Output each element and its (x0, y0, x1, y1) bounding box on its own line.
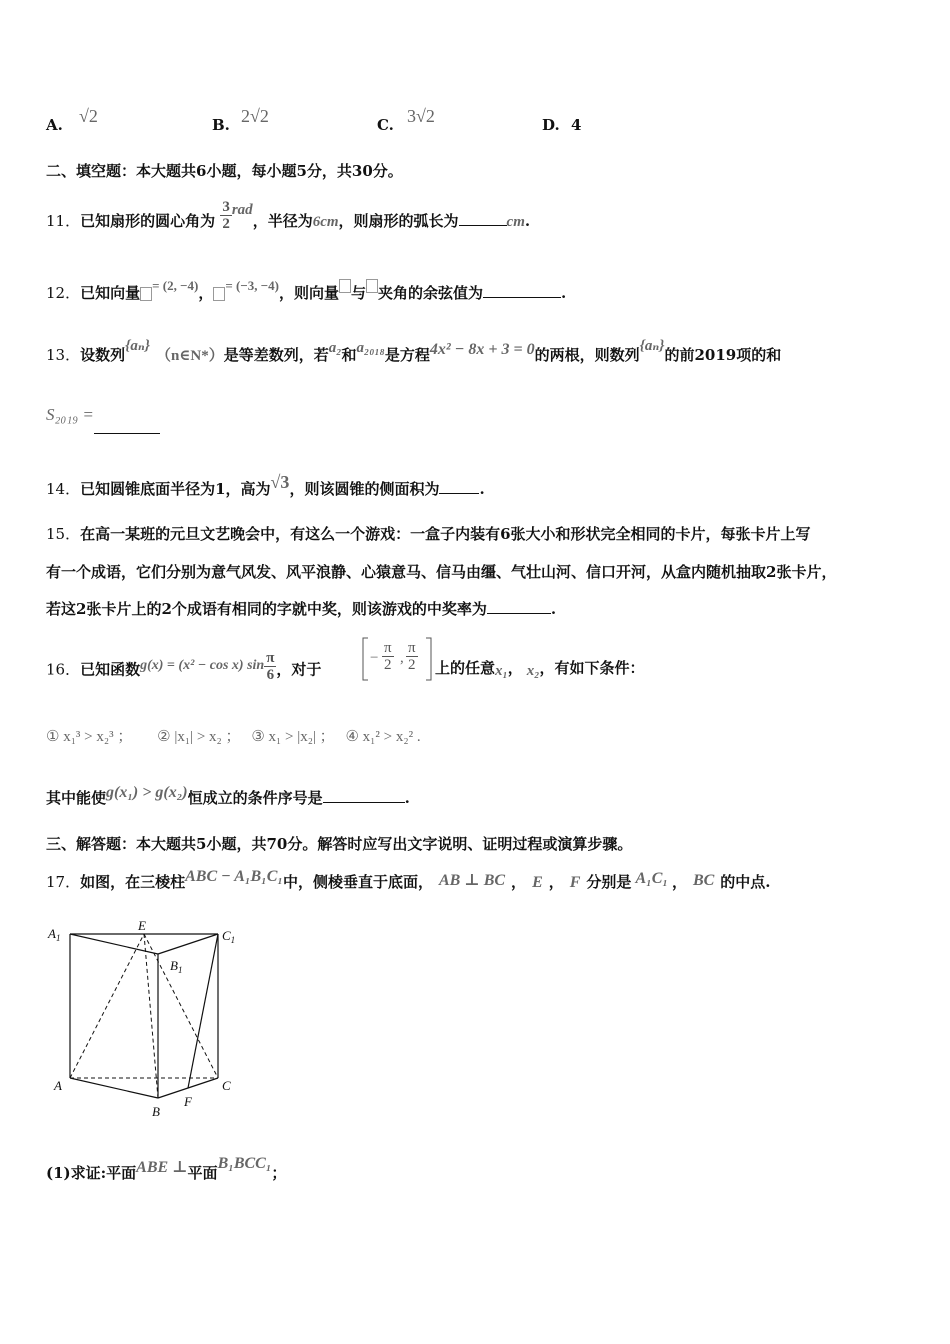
q16-condition-3: ③ x₁ > |x₂| ； (251, 729, 335, 745)
q17-prism: ABC − A₁B₁C₁ (185, 868, 283, 885)
question-14 (46, 472, 485, 499)
q13-answer-blank[interactable] (94, 419, 160, 434)
q16-text-d: ，有如下条件： (539, 659, 645, 677)
q16-text-b: ，对于 (276, 660, 322, 679)
q16-condition-1: ① x₁³ > x₂³ ； (46, 729, 133, 745)
q16-continuation (435, 658, 645, 679)
q17-plane: 平面 (187, 1164, 218, 1182)
q16-question-line (46, 784, 410, 809)
q14-height: √3 (270, 472, 290, 492)
vector-glyph-icon (140, 287, 152, 301)
q17-point-f: F (569, 874, 581, 891)
q17-text-b: 中，侧棱垂直于底面， (282, 873, 433, 891)
question-15-line-2: 有一个成语，它们分别为意气风发、风平浪静、心猿意马、信马由缰、气壮山河、信口开河，从盒内随机抽取2张卡片， (46, 563, 837, 581)
q13-and: 和 (341, 346, 357, 364)
q16-answer-blank[interactable] (323, 788, 405, 803)
q17-perpendicular: AB ⊥ BC (439, 872, 506, 889)
q14-answer-blank[interactable] (439, 479, 479, 494)
q15-line1: 在高一某班的元旦文艺晚会中，有这么一个游戏：一盒子内装有6张大小和形状完全相同的卡片，每张卡片上写 (80, 525, 811, 543)
q12-vector-a-value: = (2, −4) (152, 278, 199, 293)
q12-comma: ， (198, 284, 214, 302)
q16-int-two-2: 2 (408, 657, 416, 673)
q12-answer-blank[interactable] (483, 283, 561, 298)
q17-point-e: E (532, 874, 543, 891)
q16-pi-over-6 (264, 650, 276, 683)
q17-bc: BC (692, 872, 715, 889)
q12-vector-b-value: = (−3, −4) (225, 278, 279, 293)
q17-a1c1: A₁C₁ (635, 870, 668, 887)
q16-text-c: 上的任意 (435, 659, 496, 677)
section-3-heading: 三、解答题：本大题共5小题，共70分。解答时应写出文字说明、证明过程或演算步骤。 (46, 835, 633, 853)
q17-comma-1: ， (511, 873, 527, 891)
label-b1: $B_1$ (170, 958, 183, 975)
q16-pi: π (266, 650, 275, 666)
q11-num: 11． (46, 212, 81, 230)
q11-text-a: 已知扇形的圆心角为 (80, 212, 216, 230)
option-b-letter: B. (212, 116, 230, 134)
q13-text-e: 的前2019项的和 (664, 346, 782, 364)
label-b: B (152, 1104, 160, 1119)
q16-interval-minus: − (370, 650, 379, 666)
label-a1: $A_1$ (48, 926, 61, 943)
q12-text-c: 与 (351, 284, 367, 302)
q16-text-e: 其中能使 (46, 789, 107, 807)
question-13 (46, 338, 782, 366)
q11-frac-denominator: 2 (222, 215, 230, 232)
question-16 (46, 650, 322, 683)
q14-text-b: ，则该圆锥的侧面积为 (289, 480, 440, 498)
q17-semicolon: ； (271, 1164, 287, 1182)
q16-condition-2: ② |x₁| > x₂ ； (157, 729, 241, 745)
q11-text-c: ，则扇形的弧长为 (338, 212, 459, 230)
option-a-letter: A. (46, 116, 63, 134)
q15-num: 15． (46, 525, 81, 543)
option-c-letter: C. (377, 116, 394, 134)
q13-text-a: 设数列 (80, 346, 126, 364)
q11-text-b: ，半径为 (252, 212, 313, 230)
q16-conditions (46, 726, 421, 747)
q13-condition: （n∈N*） (155, 348, 224, 364)
q13-sequence: {aₙ} (125, 338, 150, 354)
label-f: F (184, 1094, 192, 1109)
label-e: E (138, 920, 146, 933)
q12-text-b: ，则向量 (279, 284, 340, 302)
option-b-value: 2√2 (241, 106, 269, 126)
q17-num: 17． (46, 873, 81, 891)
q13-sequence-2: {aₙ} (639, 338, 665, 354)
q16-interval-comma: , (400, 650, 404, 666)
q12-vector-a (140, 283, 152, 303)
q13-text-d: 的两根，则数列 (534, 346, 640, 364)
q17-text-c: 分别是 (586, 873, 632, 891)
label-a: A (54, 1078, 62, 1093)
q13-text-b: 是等差数列，若 (223, 346, 329, 364)
q13-num: 13． (46, 346, 81, 364)
q13-a2018: a₂₀₁₈ (356, 340, 385, 356)
q16-x1: x₁ (495, 663, 508, 679)
q11-end: . (524, 212, 531, 230)
q13-s2019: S₂₀₁₉ = (46, 405, 94, 424)
q15-answer-blank[interactable] (487, 599, 551, 614)
q14-num: 14． (46, 480, 81, 498)
vector-glyph-icon (339, 279, 351, 293)
q11-radius: 6cm (312, 214, 339, 230)
q17-comma-2: ， (548, 873, 564, 891)
q14-end: . (479, 480, 485, 498)
q13-a2: a₂ (328, 340, 342, 356)
q12-end: . (561, 284, 567, 302)
q13-answer-line (46, 405, 160, 425)
question-17 (46, 868, 771, 893)
option-d-value: 4 (571, 116, 582, 134)
q16-text-a: 已知函数 (80, 660, 141, 679)
q16-int-two-1: 2 (384, 657, 392, 673)
q17-bbcc: B₁BCC₁ (217, 1155, 272, 1172)
section-2-heading: 二、填空题：本大题共6小题，每小题5分，共30分。 (46, 162, 403, 180)
q17-comma-3: ， (671, 873, 687, 891)
q11-angle-fraction (220, 199, 232, 232)
vector-glyph-icon (213, 287, 225, 301)
q17-part1-text: (1)求证:平面 (46, 1164, 137, 1182)
q16-int-pi-2: π (408, 640, 416, 656)
q17-text-a: 如图，在三棱柱 (80, 873, 186, 891)
q17-part-1 (46, 1155, 287, 1184)
q12-vector-b (213, 283, 225, 303)
q12-num: 12． (46, 284, 81, 302)
q16-text-f: 恒成立的条件序号是 (187, 789, 323, 807)
q16-inequality: g(x₁) > g(x₂) (106, 784, 188, 801)
q13-text-c: 是方程 (384, 346, 430, 364)
q11-unit-cm: cm (506, 214, 525, 230)
label-c: C (222, 1078, 231, 1093)
q13-equation: 4x² − 8x + 3 = 0 (429, 341, 535, 358)
question-12 (46, 278, 567, 304)
q17-text-d: 的中点. (720, 873, 771, 891)
label-c1: $C_1$ (222, 928, 236, 945)
q14-text-a: 已知圆锥底面半径为1，高为 (80, 480, 271, 498)
q11-frac-numerator: 3 (222, 198, 230, 215)
prism-figure (40, 920, 250, 1120)
q16-end: . (404, 789, 410, 807)
q16-x2: x₂ (526, 663, 540, 679)
vector-glyph-icon (366, 279, 378, 293)
q16-num: 16． (46, 660, 81, 679)
q16-int-pi-1: π (384, 640, 392, 656)
option-a-value: √2 (79, 106, 98, 126)
q16-function: g(x) = (x² − cos x) sin (140, 657, 265, 673)
question-11 (46, 198, 531, 232)
q17-abe: ABE ⊥ (136, 1159, 188, 1176)
question-15-line-1 (46, 524, 811, 544)
q11-answer-blank[interactable] (459, 211, 507, 226)
q15-end: . (550, 600, 557, 618)
q16-six: 6 (266, 667, 275, 683)
q16-interval-right (406, 640, 418, 673)
q16-condition-4: ④ x₁² > x₂² . (345, 729, 421, 745)
q11-unit-rad: rad (231, 202, 253, 218)
q16-interval-left (382, 640, 394, 673)
q12-text-d: 夹角的余弦值为 (378, 284, 484, 302)
q15-line3: 若这2张卡片上的2个成语有相同的字就中奖，则该游戏的中奖率为 (46, 600, 487, 618)
question-15-line-3 (46, 599, 556, 619)
q12-text-a: 已知向量 (80, 284, 141, 302)
option-c-value: 3√2 (407, 106, 435, 126)
q16-comma: ， (507, 659, 523, 677)
option-d-letter: D. (542, 116, 560, 134)
